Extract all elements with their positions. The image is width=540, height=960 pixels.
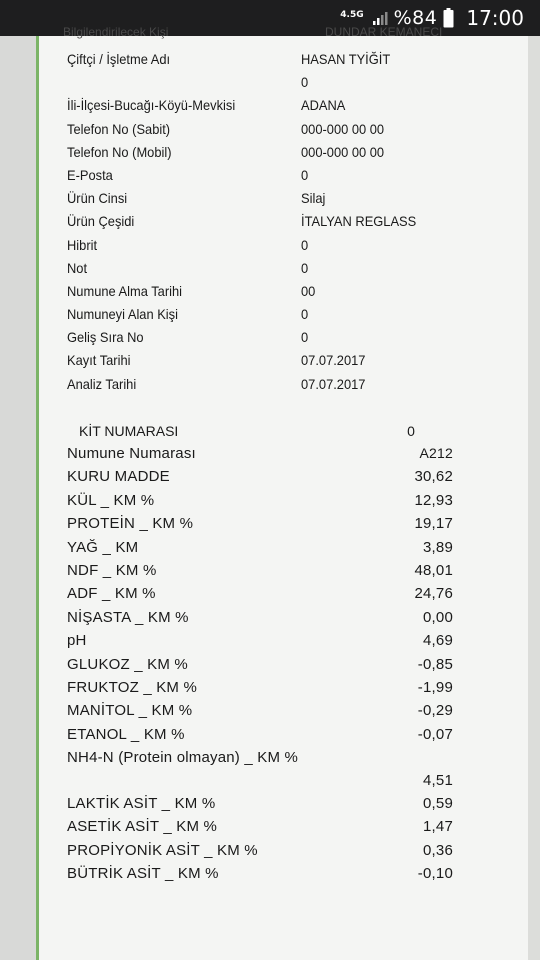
info-value: 07.07.2017 — [301, 375, 366, 392]
info-label: Hibrit — [67, 236, 98, 253]
measurement-label: KURU MADDE — [67, 468, 170, 486]
measurement-row — [67, 559, 527, 582]
clock: 17:00 — [466, 6, 524, 30]
measurement-label: ETANOL _ KM % — [67, 725, 185, 743]
measurement-label: ASETİK ASİT _ KM % — [67, 818, 218, 836]
measurement-label: YAĞ _ KM — [67, 538, 139, 556]
report-document[interactable] — [36, 25, 532, 960]
measurement-value: -0,10 — [417, 865, 453, 883]
measurement-label: NH4-N (Protein olmayan) _ KM % — [67, 749, 299, 767]
info-value: 0 — [301, 306, 309, 323]
measurement-value: 0,36 — [423, 841, 453, 859]
measurement-value: 48,01 — [414, 561, 453, 579]
cut-off-label: Bilgilendirilecek Kişi — [63, 25, 169, 39]
info-value: 000-000 00 00 — [301, 120, 385, 137]
info-label: Kayıt Tarihi — [67, 352, 131, 369]
measurement-label: FRUKTOZ _ KM % — [67, 678, 198, 696]
info-value: 000-000 00 00 — [301, 143, 385, 160]
info-label: Numune Alma Tarihi — [67, 282, 183, 299]
info-value: 0 — [301, 329, 309, 346]
measurement-value: 24,76 — [414, 585, 453, 603]
measurement-row — [67, 699, 527, 722]
measurement-row — [67, 676, 527, 699]
measurement-row — [67, 582, 527, 605]
info-value: 0 — [301, 259, 309, 276]
measurement-value: -1,99 — [417, 678, 453, 696]
battery-percent: %84 — [393, 7, 438, 29]
measurement-value: 19,17 — [414, 515, 453, 533]
measurement-row — [67, 512, 527, 535]
measurement-label: NİŞASTA _ KM % — [67, 608, 189, 626]
measurement-value: 4,51 — [423, 772, 453, 790]
measurement-label: Numune Numarası — [67, 445, 196, 462]
measurement-list — [67, 442, 527, 886]
info-label: İli-İlçesi-Bucağı-Köyü-Mevkisi — [67, 97, 236, 114]
info-label: Ürün Çeşidi — [67, 213, 135, 230]
info-label: Not — [67, 259, 88, 276]
measurement-row — [67, 815, 527, 838]
kit-number-row — [67, 420, 527, 442]
measurement-value: 0,00 — [423, 608, 453, 626]
measurement-value: 30,62 — [414, 468, 453, 486]
measurement-label: PROPİYONİK ASİT _ KM % — [67, 841, 258, 859]
measurement-row — [67, 606, 527, 629]
info-label: Telefon No (Mobil) — [67, 143, 172, 160]
measurement-value: -0,85 — [417, 655, 453, 673]
measurement-row — [67, 839, 527, 862]
info-value: 0 — [301, 166, 309, 183]
info-label: E-Posta — [67, 166, 113, 183]
measurement-row — [67, 442, 527, 465]
cut-off-value: DUNDAR KEMANECI — [325, 25, 443, 39]
info-value: 00 — [301, 282, 316, 299]
info-label: Numuneyi Alan Kişi — [67, 306, 178, 323]
kit-number-value: 0 — [407, 423, 415, 439]
info-value: Silaj — [301, 190, 326, 207]
measurement-value: A212 — [419, 445, 453, 461]
measurement-row — [67, 723, 527, 746]
cut-off-header-row — [63, 25, 523, 44]
measurement-label: LAKTİK ASİT _ KM % — [67, 795, 216, 813]
measurement-label: GLUKOZ _ KM % — [67, 655, 188, 673]
info-value: ADANA — [301, 97, 346, 114]
battery-icon — [443, 8, 454, 28]
measurement-row — [67, 629, 527, 652]
measurement-row — [67, 536, 527, 559]
info-label: Geliş Sıra No — [67, 329, 144, 346]
measurement-row — [67, 862, 527, 885]
measurement-label: NDF _ KM % — [67, 561, 157, 579]
page-edge — [528, 36, 540, 960]
info-value: 0 — [301, 74, 309, 91]
measurement-label: pH — [67, 632, 87, 650]
measurement-row — [67, 465, 527, 488]
kit-number-label: KİT NUMARASI — [79, 423, 179, 439]
info-label: Çiftçi / İşletme Adı — [67, 51, 171, 67]
measurement-value: 0,59 — [423, 795, 453, 813]
measurement-label: MANİTOL _ KM % — [67, 702, 193, 720]
measurement-value: 3,89 — [423, 538, 453, 556]
measurement-label: BÜTRİK ASİT _ KM % — [67, 865, 219, 883]
measurement-value: 1,47 — [423, 818, 453, 836]
info-label: Telefon No (Sabit) — [67, 120, 171, 137]
info-label: Ürün Cinsi — [67, 190, 128, 207]
info-value: İTALYAN REGLASS — [301, 213, 417, 230]
measurement-label: KÜL _ KM % — [67, 491, 155, 509]
measurement-value: 4,69 — [423, 632, 453, 650]
measurement-row — [67, 746, 527, 792]
info-label: Analiz Tarihi — [67, 375, 137, 392]
measurement-row — [67, 489, 527, 512]
signal-bars-icon — [372, 10, 388, 26]
measurement-label: ADF _ KM % — [67, 585, 156, 603]
network-type: 4.5G — [340, 9, 364, 20]
analysis-section — [67, 420, 527, 886]
measurement-row — [67, 792, 527, 815]
info-value: HASAN TYİĞİT — [301, 51, 391, 67]
measurement-value: -0,07 — [417, 725, 453, 743]
measurement-row — [67, 653, 527, 676]
measurement-value: 12,93 — [414, 491, 453, 509]
info-value: 07.07.2017 — [301, 352, 366, 369]
measurement-label: PROTEİN _ KM % — [67, 515, 194, 533]
info-value: 0 — [301, 236, 309, 253]
measurement-value: -0,29 — [417, 702, 453, 720]
